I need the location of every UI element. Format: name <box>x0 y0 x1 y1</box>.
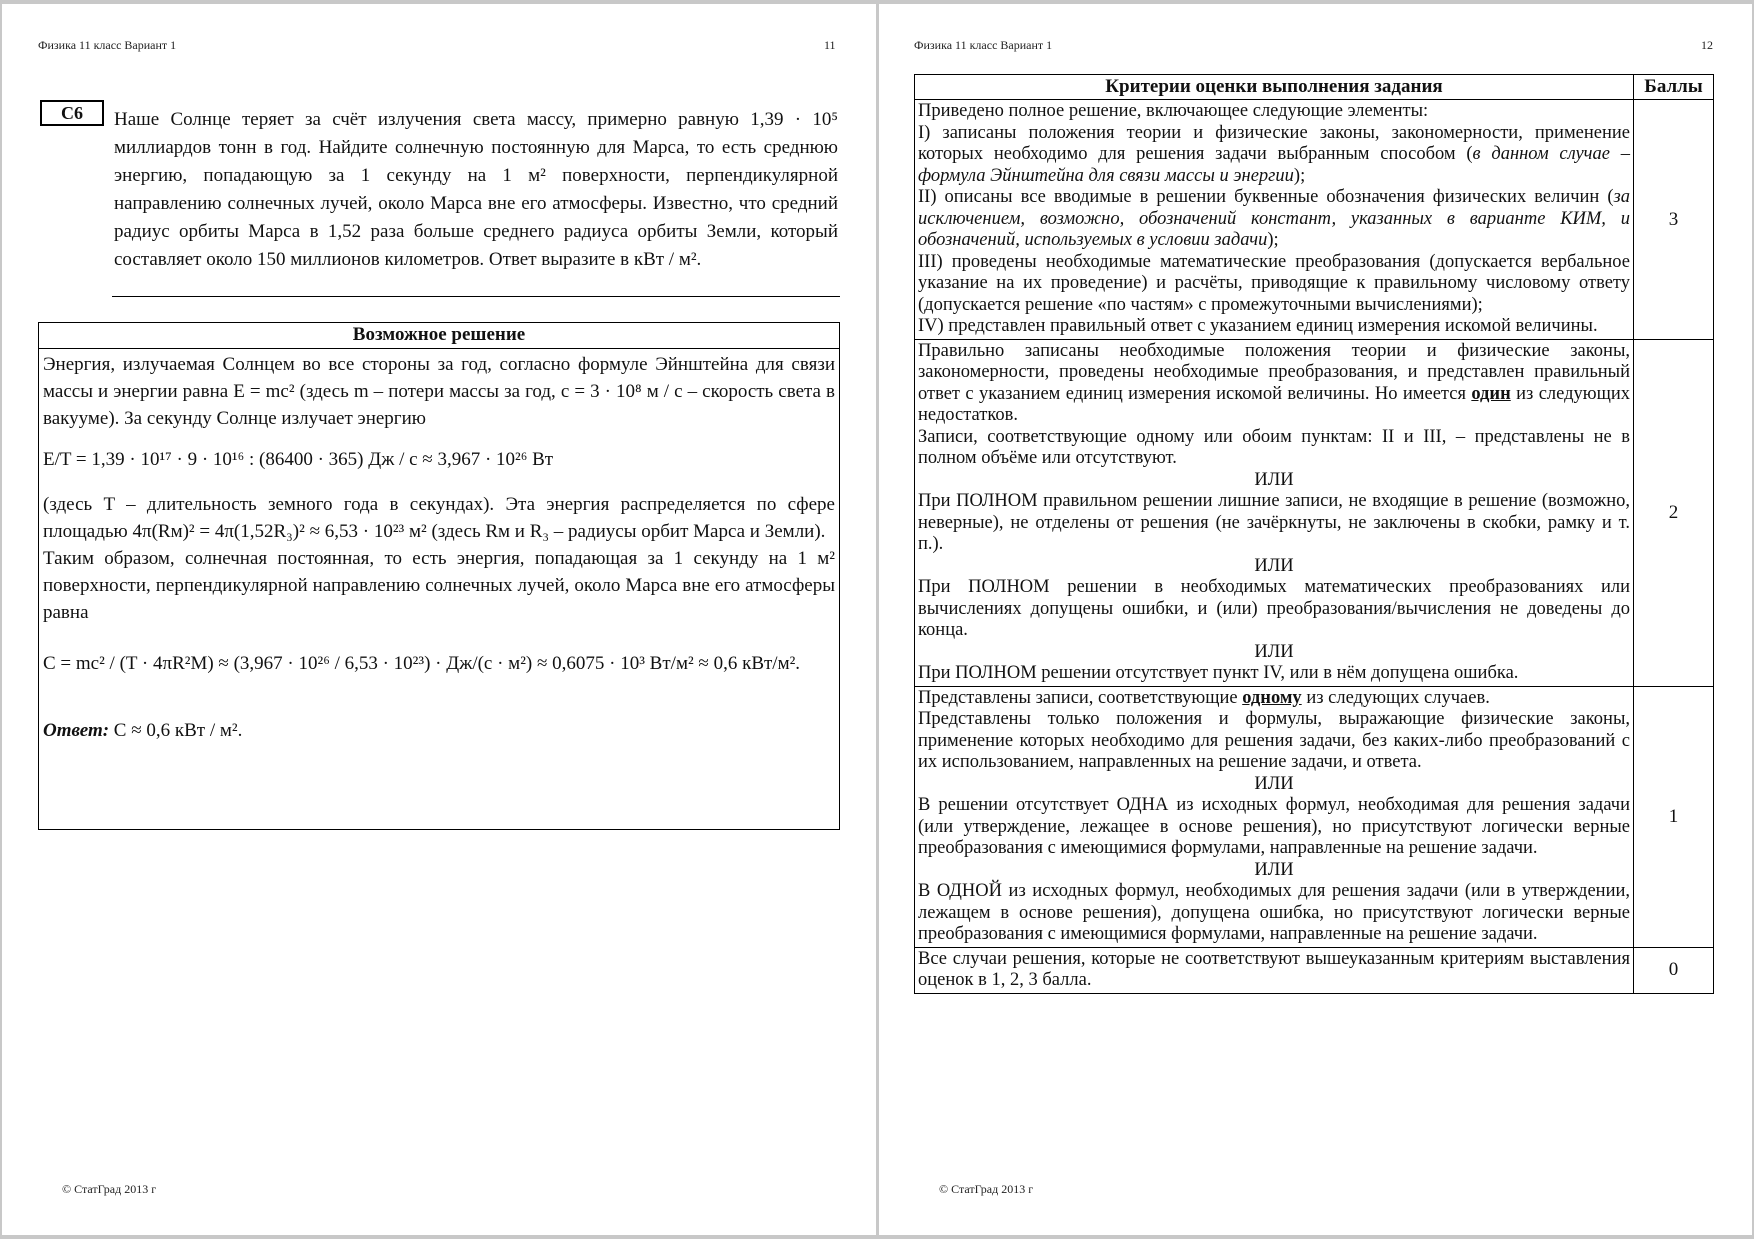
solution-box <box>38 322 840 830</box>
page-footer: © СтатГрад 2013 г <box>939 1182 1034 1196</box>
or-separator: ИЛИ <box>1254 773 1294 794</box>
criteria-text: I) записаны положения теории и физические законы, закономерности, применение которых необходимо для решения задачи выбранным способом (в данном случае – формула Эйнштейна для связи массы и энергии); <box>918 122 1630 186</box>
answer-text: C ≈ 0,6 кВт / м². <box>113 720 243 741</box>
table-row <box>915 100 1714 340</box>
criteria-text: В решении отсутствует ОДНА из исходных формул, необходимая для решения задачи (или утверждение, лежащее в основе решения), но присутствуют логически верные преобразования с имеющимися формулами, направленные на решение задачи. <box>918 795 1630 858</box>
solution-paragraph: (здесь T – длительность земного года в секундах). Эта энергия распределяется по сфере площадью 4π(Rм)² = 4π(1,52R₃)² ≈ 6,53 · 10²³ м² (здесь Rм и R₃ – радиусы орбит Марса и Земли). <box>43 494 835 542</box>
solar-constant-equation: C = mc² / (T · 4πR²М) ≈ (3,967 · 10²⁶ / 6,53 · 10²³) · Дж/(с · м²) ≈ 0,6075 · 10³ Вт/м² ≈ 0,6 кВт/м². <box>43 653 801 674</box>
criteria-column-header: Критерии оценки выполнения задания <box>915 75 1634 100</box>
task-text: Наше Солнце теряет за счёт излучения света массу, примерно равную 1,39 · 10⁵ миллиардов тонн в год. Найдите солнечную постоянную для Марса, то есть среднюю энергию, попадающую за 1 секунду на 1 м² поверхности, перпендикулярной направлению солнечных лучей, около Марса вне его атмосферы. Известно, что средний радиус орбиты Марса в 1,52 раза больше среднего радиуса орбиты Земли, который составляет около 150 миллионов километров. Ответ выразите в кВт / м². <box>114 109 838 270</box>
points-cell: 1 <box>1634 686 1714 947</box>
or-separator: ИЛИ <box>1254 469 1294 490</box>
criteria-text: IV) представлен правильный ответ с указанием единиц измерения искомой величины. <box>918 316 1598 336</box>
criteria-text: При ПОЛНОМ решении в необходимых математических преобразованиях или вычислениях допущены ошибки, и (или) преобразования/вычисления не доведены до конца. <box>918 577 1630 640</box>
table-row <box>915 947 1714 993</box>
page-number: 11 <box>824 38 836 52</box>
energy-equation: E/T = 1,39 · 10¹⁷ · 9 · 10¹⁶ : (86400 · 365) Дж / с ≈ 3,967 · 10²⁶ Вт <box>43 449 554 470</box>
criteria-text: Приведено полное решение, включающее следующие элементы: <box>918 101 1429 121</box>
points-column-header: Баллы <box>1634 75 1714 100</box>
points-cell: 3 <box>1634 100 1714 340</box>
criteria-text: II) описаны все вводимые в решении буквенные обозначения физических величин (за исключением, возможно, обозначений констант, указанных в варианте КИМ, и обозначений, используемых в условии задачи); <box>918 187 1630 250</box>
points-cell: 2 <box>1634 339 1714 686</box>
table-row <box>915 686 1714 947</box>
right-page <box>879 4 1752 1235</box>
or-separator: ИЛИ <box>1254 859 1294 880</box>
page-number: 12 <box>1701 38 1713 52</box>
or-separator: ИЛИ <box>1254 555 1294 576</box>
criteria-text: Представлены записи, соответствующие одному из следующих случаев. <box>918 687 1490 708</box>
criteria-cell <box>915 686 1634 947</box>
solution-title: Возможное решение <box>39 323 839 349</box>
or-separator: ИЛИ <box>1254 641 1294 662</box>
table-row <box>915 339 1714 686</box>
page-header: Физика 11 класс Вариант 1 <box>914 38 1053 52</box>
left-page <box>2 4 876 1235</box>
criteria-text: При ПОЛНОМ решении отсутствует пункт IV, или в нём допущена ошибка. <box>918 663 1519 683</box>
solution-paragraph: Таким образом, солнечная постоянная, то есть энергия, попадающая за 1 секунду на 1 м² поверхности, перпендикулярной направлению солнечных лучей, около Марса вне его атмосферы равна <box>43 548 835 623</box>
criteria-text: При ПОЛНОМ правильном решении лишние записи, не входящие в решение (возможно, неверные), не отделены от решения (не зачёркнуты, не заключены в скобки, рамку и т. п.). <box>918 491 1630 554</box>
answer-label: Ответ: <box>43 720 110 741</box>
criteria-cell <box>915 339 1634 686</box>
answer-line <box>43 717 835 744</box>
task-label: С6 <box>40 100 104 126</box>
criteria-cell: Все случаи решения, которые не соответствуют вышеуказанным критериям выставления оценок в 1, 2, 3 балла. <box>915 947 1634 993</box>
page-footer: © СтатГрад 2013 г <box>62 1182 157 1196</box>
solution-paragraph: Энергия, излучаемая Солнцем во все стороны за год, согласно формуле Эйнштейна для связи массы и энергии равна E = mc² (здесь m – потери массы за год, c = 3 · 10⁸ м / с – скорость света в вакууме). За секунду Солнце излучает энергию <box>43 354 835 429</box>
criteria-text: Правильно записаны необходимые положения теории и физические законы, закономерности, проведены необходимые преобразования, и представлен правильный ответ с указанием единиц измерения искомой величины. Но имеется один из следующих недостатков. <box>918 340 1630 425</box>
criteria-text: Представлены только положения и формулы, выражающие физические законы, применение которых необходимо для решения задачи, без каких-либо преобразований с их использованием, направленных на решение задачи, и ответа. <box>918 709 1630 772</box>
criteria-cell <box>915 100 1634 340</box>
page-header: Физика 11 класс Вариант 1 <box>38 38 177 52</box>
criteria-table <box>914 74 1714 994</box>
points-cell: 0 <box>1634 947 1714 993</box>
table-header-row <box>915 75 1714 100</box>
task-divider <box>112 296 840 297</box>
criteria-text: В ОДНОЙ из исходных формул, необходимых для решения задачи (или в утверждении, лежащем в основе решения), допущена ошибка, но присутствуют логически верные преобразования с имеющимися формулами, направленные на решение задачи. <box>918 881 1630 944</box>
criteria-text: Записи, соответствующие одному или обоим пунктам: II и III, – представлены не в полном объёме или отсутствуют. <box>918 426 1630 468</box>
criteria-text: III) проведены необходимые математические преобразования (допускается вербальное указание на их проведение) и расчёты, приводящие к правильному числовому ответу (допускается решение «по частям» с промежуточными вычислениями); <box>918 251 1630 315</box>
solution-body <box>39 349 839 746</box>
